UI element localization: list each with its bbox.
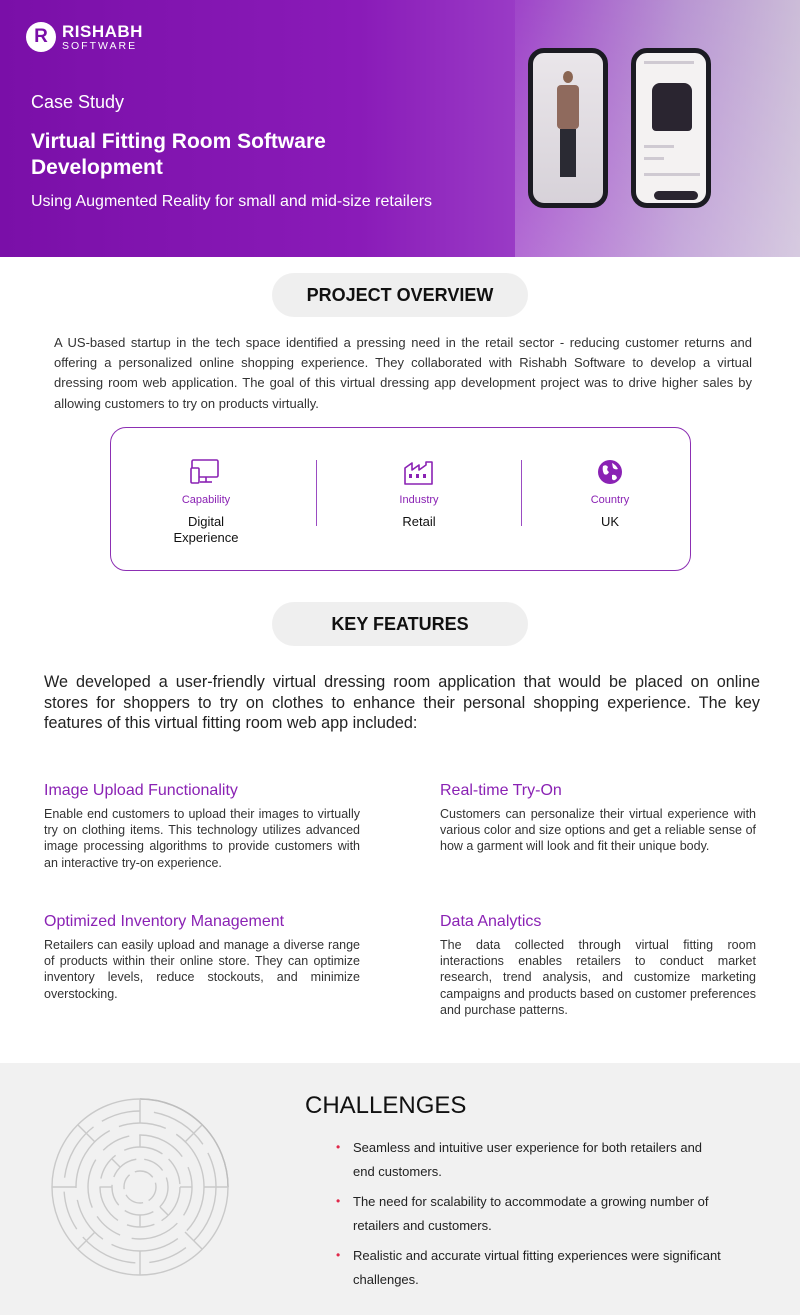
key-features-intro: We developed a user-friendly virtual dressing room application that would be placed on online stores for shoppers to try on clothes to enhance their personal shopping experience. The key features of this virtual fitting room web app included: — [44, 673, 760, 732]
challenge-text: The need for scalability to accommodate a growing number of retailers and customers. — [353, 1194, 709, 1233]
challenge-text: Seamless and intuitive user experience for both retailers and end customers. — [353, 1140, 703, 1179]
globe-icon — [594, 458, 626, 486]
feature-title: Optimized Inventory Management — [44, 913, 285, 930]
feature-image-upload — [44, 782, 360, 871]
challenge-item — [336, 1244, 726, 1291]
feature-data-analytics — [440, 913, 756, 1018]
fact-label: Country — [590, 494, 630, 506]
challenge-item — [336, 1190, 726, 1237]
fact-divider — [316, 460, 317, 526]
challenge-item — [336, 1136, 726, 1183]
project-facts-box — [110, 427, 691, 571]
logo-sub: SOFTWARE — [62, 39, 138, 52]
phone-mockup-product — [631, 48, 711, 208]
fact-value: Retail — [402, 514, 436, 529]
fact-label: Industry — [399, 494, 439, 506]
maze-icon — [48, 1095, 232, 1279]
challenges-list — [336, 1136, 726, 1298]
feature-body: Customers can personalize their virtual experience with various color and size options and get a reliable sense of how a garment will look and fit their unique body. — [440, 807, 756, 854]
fact-value: Digital Experience — [173, 514, 239, 545]
project-overview-text: A US-based startup in the tech space identified a pressing need in the retail sector - reducing customer returns and offering a personalized online shopping experience. They collaborated with Rishabh Software to develop a virtual dressing room web application. The goal of this virtual dressing app development project was to drive higher sales by allowing customers to try on products virtually. — [54, 335, 752, 411]
feature-body: The data collected through virtual fitting room interactions enables retailers to conduct market research, trend analysis, and customize marketing campaigns and products based on customer preferences and purchase patterns. — [440, 938, 756, 1017]
person-image — [555, 71, 581, 181]
feature-body: Enable end customers to upload their images to virtually try on clothing items. This technology utilizes advanced image processing algorithms to provide customers with an interactive try-on experience. — [44, 807, 360, 870]
jacket-image — [652, 83, 692, 131]
feature-title: Image Upload Functionality — [44, 782, 238, 799]
feature-inventory-management — [44, 913, 360, 1002]
key-features-heading: KEY FEATURES — [272, 602, 528, 646]
feature-body: Retailers can easily upload and manage a diverse range of products within their online store. They can optimize inventory levels, reduce stockouts, and minimize overstocking. — [44, 938, 360, 1001]
project-overview-heading: PROJECT OVERVIEW — [272, 273, 528, 317]
challenge-text: Realistic and accurate virtual fitting experiences were significant challenges. — [353, 1248, 721, 1287]
bullet-icon: • — [336, 1140, 341, 1154]
feature-title: Real-time Try-On — [440, 782, 562, 799]
phone-mockup-tryon — [528, 48, 608, 208]
bullet-icon: • — [336, 1194, 341, 1208]
logo-name: RISHABH — [62, 21, 143, 41]
bullet-icon: • — [336, 1248, 341, 1262]
factory-icon — [403, 458, 435, 486]
feature-title: Data Analytics — [440, 913, 542, 930]
page-title: Virtual Fitting Room Software Development — [31, 130, 326, 179]
rishabh-logo[interactable] — [26, 22, 143, 52]
feature-realtime-tryon — [440, 782, 756, 855]
devices-icon — [190, 458, 222, 486]
case-study-label: Case Study — [31, 92, 125, 112]
fact-value: UK — [600, 514, 620, 529]
challenges-heading: CHALLENGES — [305, 1092, 467, 1119]
fact-label: Capability — [181, 494, 231, 506]
page-subtitle: Using Augmented Reality for small and mid-size retailers — [31, 193, 433, 210]
logo-mark: R — [26, 22, 56, 52]
